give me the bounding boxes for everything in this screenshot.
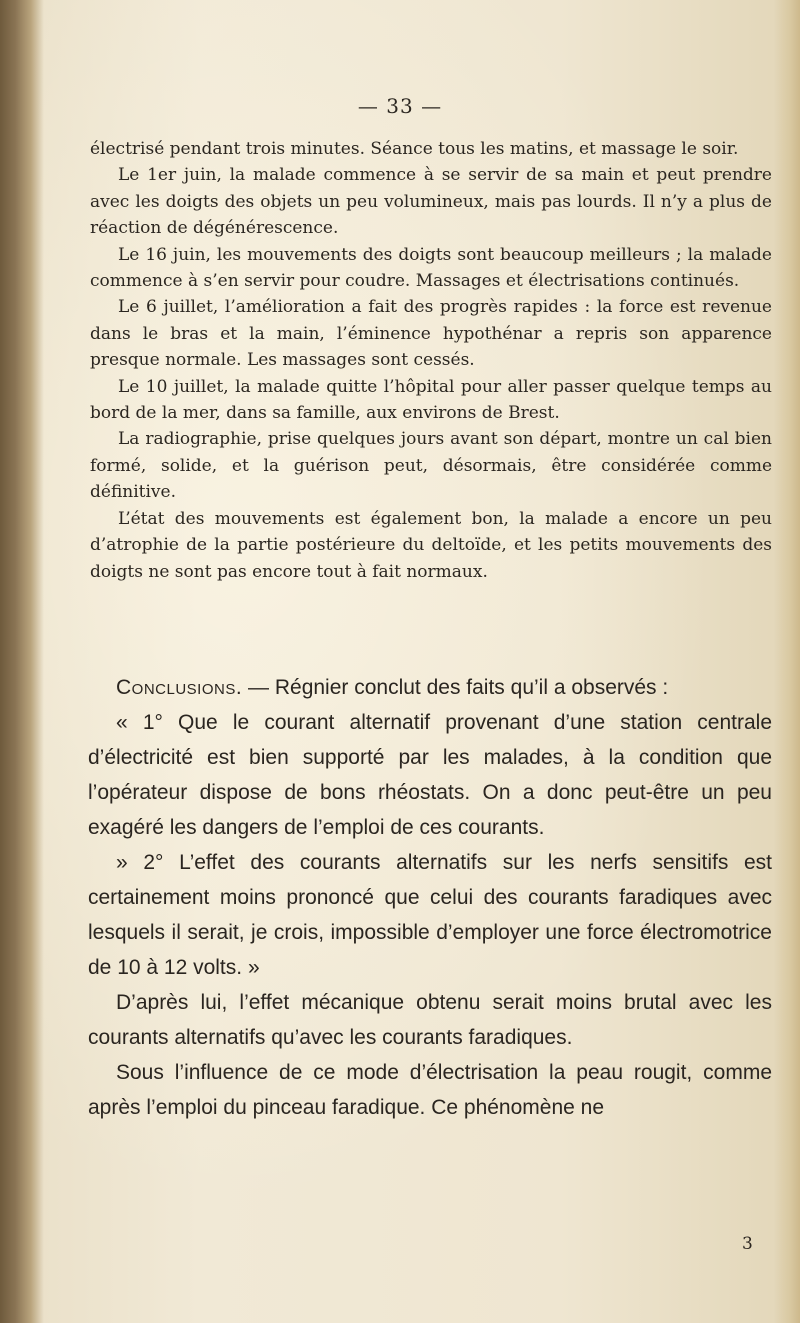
conclusions-heading: Conclusions. xyxy=(116,676,243,699)
conclusions-section xyxy=(88,670,772,1125)
paragraph: L’état des mouvements est également bon, la malade a encore un peu d’atrophie de la partie postérieure du deltoïde, et les petits mouvements des doigts ne sont pas encore tout à fait normaux. xyxy=(90,508,772,582)
paragraph: » 2° L’effet des courants alternatifs sur les nerfs sensitifs est certainement moins prononcé que celui des courants faradiques avec lesquels il serait, je crois, impossible d’employer une force électromotrice de 10 à 12 volts. » xyxy=(88,851,772,979)
paragraph: « 1° Que le courant alternatif provenant d’une station centrale d’électricité est bien supporté par les malades, à la condition que l’opérateur dispose de bons rhéostats. On a donc peut-être un peu exagéré les dangers de l’emploi de ces courants. xyxy=(88,711,772,839)
page-edge-shadow xyxy=(774,0,800,1323)
paragraph: Le 10 juillet, la malade quitte l’hôpital pour aller passer quelque temps au bord de la mer, dans sa famille, aux environs de Brest. xyxy=(90,376,772,424)
paragraph: Le 1er juin, la malade commence à se servir de sa main et peut prendre avec les doigts des objets un peu volumineux, mais pas lourds. Il n’y a plus de réaction de dégénérescence. xyxy=(90,165,772,239)
case-report-text xyxy=(90,136,772,585)
paragraph: électrisé pendant trois minutes. Séance tous les matins, et massage le soir. xyxy=(90,139,739,159)
paragraph: Le 16 juin, les mouvements des doigts sont beaucoup meilleurs ; la malade commence à s’en servir pour coudre. Massages et électrisations continués. xyxy=(90,244,772,292)
signature-mark: 3 xyxy=(742,1234,753,1254)
conclusions-intro: — Régnier conclut des faits qu’il a observés : xyxy=(242,676,669,699)
paragraph: Sous l’influence de ce mode d’électrisation la peau rougit, comme après l’emploi du pinceau faradique. Ce phénomène ne xyxy=(88,1061,772,1119)
paragraph: La radiographie, prise quelques jours avant son départ, montre un cal bien formé, solide, et la guérison peut, désormais, être considérée comme définitive. xyxy=(90,429,772,503)
paragraph: D’après lui, l’effet mécanique obtenu serait moins brutal avec les courants alternatifs qu’avec les courants faradiques. xyxy=(88,991,772,1049)
page-number-header: — 33 — xyxy=(357,94,443,118)
page-binding-shadow xyxy=(0,0,44,1323)
conclusions-paragraph xyxy=(88,670,772,705)
paragraph: Le 6 juillet, l’amélioration a fait des progrès rapides : la force est revenue dans le bras et la main, l’éminence hypothénar a repris son apparence presque normale. Les massages sont cessés. xyxy=(90,297,772,371)
